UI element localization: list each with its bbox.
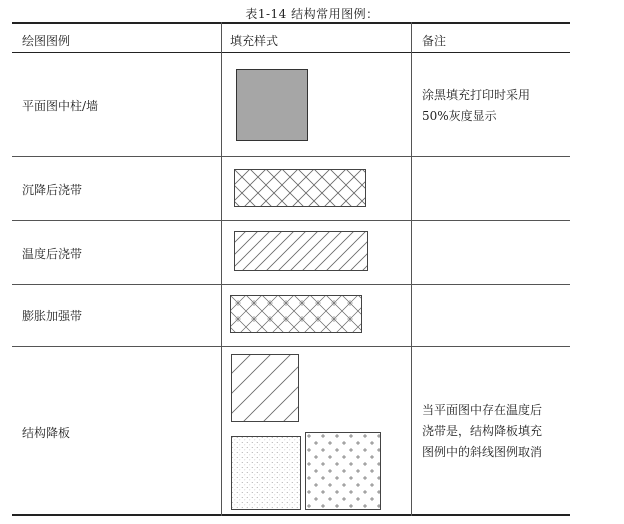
crosshatch-fill-swatch bbox=[234, 169, 366, 211]
row-divider bbox=[12, 156, 570, 157]
row-label-temperature-band: 温度后浇带 bbox=[22, 247, 83, 261]
row-note-column-wall bbox=[422, 85, 570, 127]
row-note-slab-drop bbox=[422, 400, 570, 463]
note-line: 图例中的斜线图例取消 bbox=[422, 445, 543, 459]
row-label-settlement-band: 沉降后浇带 bbox=[22, 183, 83, 197]
note-line: 浇带是，结构降板填充 bbox=[422, 424, 543, 438]
column-divider bbox=[411, 22, 412, 516]
crosshatch-plus-fill-swatch bbox=[230, 295, 362, 337]
note-line: 涂黑填充打印时采用 bbox=[422, 88, 531, 102]
solid-gray-fill-swatch bbox=[236, 69, 308, 145]
table-bottom-rule bbox=[12, 514, 570, 516]
note-line: 50%灰度显示 bbox=[422, 109, 497, 123]
row-label-slab-drop: 结构降板 bbox=[22, 426, 71, 440]
header-rule bbox=[12, 52, 570, 53]
table-caption: 表1-14 结构常用图例： bbox=[245, 7, 379, 21]
header-remarks: 备注 bbox=[422, 34, 447, 48]
row-divider bbox=[12, 220, 570, 221]
header-drawing-legend: 绘图图例 bbox=[22, 34, 71, 48]
header-fill-style: 填充样式 bbox=[230, 34, 279, 48]
row-divider bbox=[12, 284, 570, 285]
diagonal-fill-swatch bbox=[234, 231, 368, 275]
column-divider bbox=[221, 22, 222, 516]
legend-table bbox=[12, 22, 570, 516]
row-label-column-wall: 平面图中柱/墙 bbox=[22, 99, 99, 113]
row-label-expansion-band: 膨胀加强带 bbox=[22, 309, 83, 323]
table-top-rule bbox=[12, 22, 570, 24]
dotted-fill-swatch bbox=[231, 436, 301, 514]
row-divider bbox=[12, 346, 570, 347]
plus-grid-fill-swatch bbox=[305, 432, 381, 514]
note-line: 当平面图中存在温度后 bbox=[422, 403, 543, 417]
diagonal-square-fill-swatch bbox=[231, 354, 299, 426]
